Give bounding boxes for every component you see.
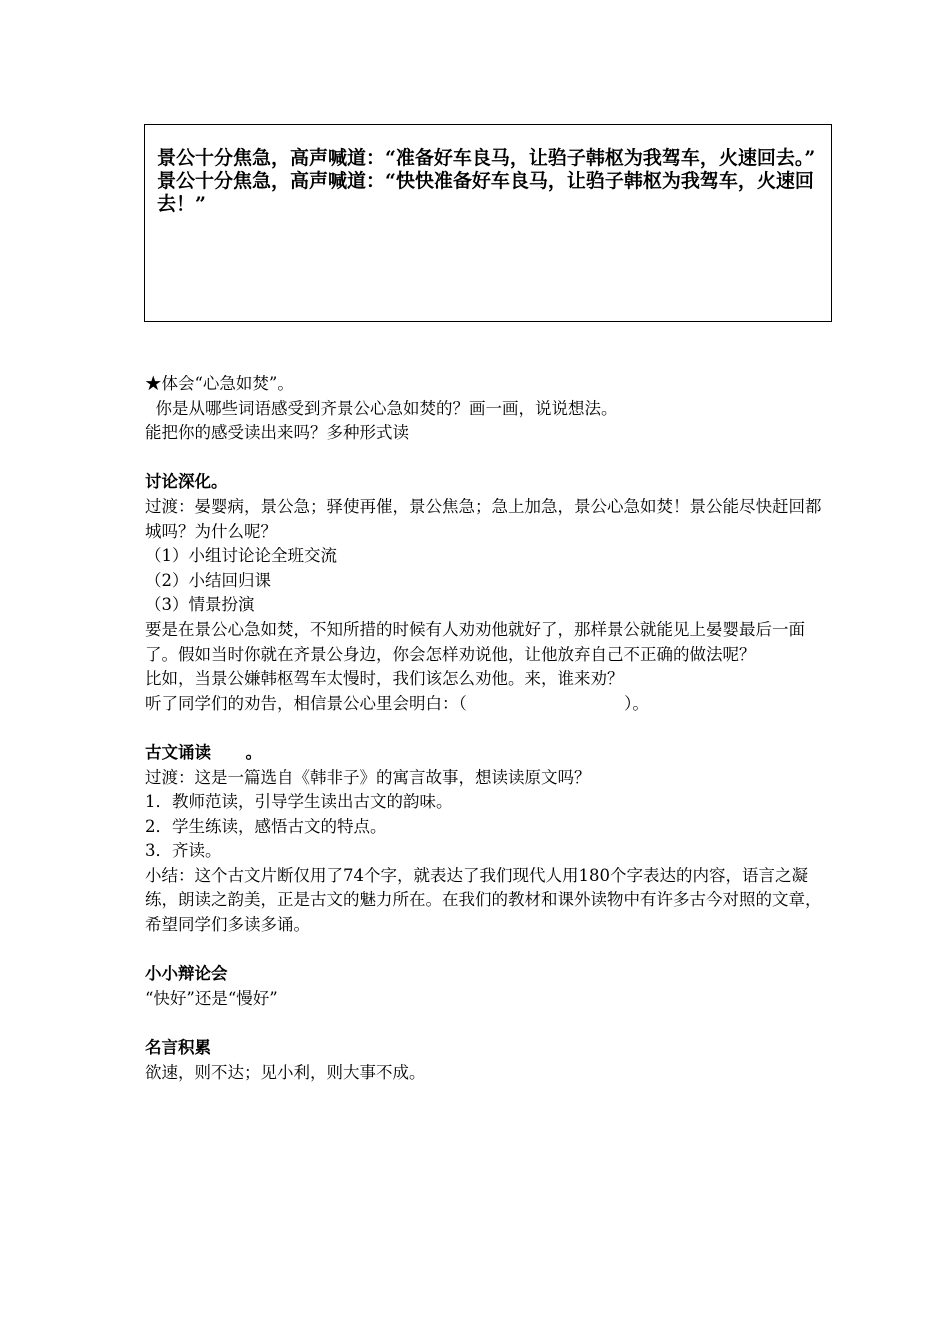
paragraph: 过渡：晏婴病，景公急；驿使再催，景公焦急；急上加急，景公心急如焚！景公能尽快赶回都城吗？为什么呢？ <box>145 496 822 541</box>
list-item: 2．学生练读，感悟古文的特点。 <box>145 816 387 836</box>
list-item: （2）小结回归课 <box>145 570 271 590</box>
list-item: 1．教师范读，引导学生读出古文的韵味。 <box>145 792 453 812</box>
section-title-discussion: 讨论深化。 <box>145 472 228 492</box>
paragraph: 欲速，则不达；见小利，则大事不成。 <box>145 1062 426 1082</box>
paragraph: “快好”还是“慢好” <box>145 988 278 1008</box>
paragraph: 小结：这个古文片断仅用了74个字，就表达了我们现代人用180个字表达的内容，语言之凝练，朗读之韵美，正是古文的魅力所在。在我们的教材和课外读物中有许多古今对照的文章，希望同学们多读多诵。 <box>145 865 822 935</box>
spacer <box>145 446 835 471</box>
paragraph: 比如，当景公嫌韩枢驾车太慢时，我们该怎么劝他。来，谁来劝？ <box>145 669 624 689</box>
list-item: 3．齐读。 <box>145 841 222 861</box>
section-title-debate: 小小辩论会 <box>145 964 228 984</box>
section-title-quotes: 名言积累 <box>145 1038 211 1058</box>
paragraph: 你是从哪些词语感受到齐景公心急如焚的？画一画，说说想法。 <box>145 398 618 418</box>
list-item: （3）情景扮演 <box>145 595 255 615</box>
quote-paragraph-1: 景公十分焦急，高声喊道：“准备好车良马，让驺子韩枢为我驾车，火速回去。” <box>157 147 816 169</box>
section-title-feel: ★体会“心急如焚”。 <box>145 374 294 393</box>
quote-paragraph-2: 景公十分焦急，高声喊道：“快快准备好车良马，让驺子韩枢为我驾车，火速回去！” <box>157 170 814 215</box>
paragraph: 能把你的感受读出来吗？多种形式读 <box>145 423 409 443</box>
spacer <box>145 938 835 963</box>
spacer <box>145 1011 835 1036</box>
lesson-content <box>145 372 835 1085</box>
spacer <box>145 716 835 741</box>
section-title-classical-reading: 古文诵读 。 <box>145 742 262 762</box>
list-item: （1）小组讨论论全班交流 <box>145 546 337 566</box>
quote-box <box>144 124 832 322</box>
paragraph: 过渡：这是一篇选自《韩非子》的寓言故事，想读读原文吗？ <box>145 767 591 787</box>
fill-in-blank: 听了同学们的劝告，相信景公心里会明白：（ ）。 <box>145 693 649 713</box>
paragraph: 要是在景公心急如焚，不知所措的时候有人劝劝他就好了，那样景公就能见上晏婴最后一面了。假如当时你就在齐景公身边，你会怎样劝说他，让他放弃自己不正确的做法呢？ <box>145 619 805 664</box>
